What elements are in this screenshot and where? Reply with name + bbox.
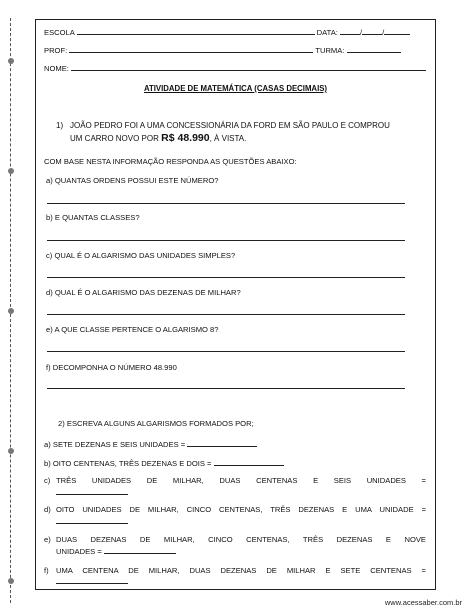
answer-line-q1b[interactable] (47, 240, 405, 241)
q2e-text: DUAS DEZENAS DE MILHAR, CINCO CENTENAS, TRÊS DEZENAS E NOVE (56, 535, 426, 544)
q2a-text: SETE DEZENAS E SEIS UNIDADES = (52, 440, 186, 449)
q2b (44, 458, 284, 468)
teacher-label: PROF: (44, 46, 68, 55)
binder-hole (8, 58, 14, 64)
answer-line-q1a[interactable] (47, 203, 405, 204)
teacher-field[interactable] (69, 45, 313, 53)
q1c-letter: c) (46, 251, 53, 260)
q1c (46, 251, 235, 260)
q1b-text: E QUANTAS CLASSES? (54, 213, 140, 222)
q1-text-line1: JOÃO PEDRO FOI A UMA CONCESSIONÁRIA DA FORD EM SÃO PAULO E COMPROU (70, 121, 390, 130)
date-label: DATA: (316, 28, 338, 37)
class-label: TURMA: (315, 46, 345, 55)
q1-text-line2 (70, 134, 246, 143)
q2b-letter: b) (44, 459, 51, 468)
q1f-letter: f) (46, 363, 51, 372)
q1d (46, 288, 241, 297)
binder-hole (8, 578, 14, 584)
q1-text-prefix: UM CARRO NOVO POR (70, 134, 159, 143)
q1-intro: COM BASE NESTA INFORMAÇÃO RESPONDA AS QUESTÕES ABAIXO: (44, 157, 297, 166)
q1a-text: QUANTAS ORDENS POSSUI ESTE NÚMERO? (54, 176, 219, 185)
teacher-row (44, 45, 401, 55)
name-row (44, 63, 426, 73)
q2c-text: TRÊS UNIDADES DE MILHAR, DUAS CENTENAS E SEIS UNIDADES = (56, 476, 426, 485)
q2d-text: OITO UNIDADES DE MILHAR, CINCO CENTENAS, TRÊS DEZENAS E UMA UNIDADE = (56, 505, 426, 514)
q1d-text: QUAL É O ALGARISMO DAS DEZENAS DE MILHAR? (54, 288, 241, 297)
name-field[interactable] (71, 63, 426, 71)
q2-intro (58, 419, 254, 428)
q1b (46, 213, 140, 222)
answer-blank-q2b[interactable] (214, 458, 284, 466)
q1c-text: QUAL É O ALGARISMO DAS UNIDADES SIMPLES? (54, 251, 236, 260)
answer-blank-q2a[interactable] (187, 439, 257, 447)
q2-intro-text: ESCREVA ALGUNS ALGARISMOS FORMADOS POR; (66, 419, 254, 428)
answer-line-q1f[interactable] (47, 388, 405, 389)
q2f-text: UMA CENTENA DE MILHAR, DUAS DEZENAS DE MILHAR E SETE CENTENAS = (56, 566, 426, 575)
q2-number: 2) (58, 419, 65, 428)
q2e-continuation (56, 546, 176, 556)
school-field[interactable] (77, 27, 315, 35)
date-month-field[interactable] (362, 27, 385, 37)
q2a-letter: a) (44, 440, 51, 449)
answer-line-q1d[interactable] (47, 314, 405, 315)
q2d-letter: d) (44, 505, 51, 514)
date-separator: / (382, 28, 385, 37)
q2e-letter: e) (44, 535, 51, 544)
q2a (44, 439, 257, 449)
q2b-text: OITO CENTENAS, TRÊS DEZENAS E DOIS = (52, 459, 212, 468)
worksheet (35, 19, 436, 590)
q1f-text: DECOMPONHA O NÚMERO 48.990 (52, 363, 177, 372)
car-price: R$ 48.990 (161, 132, 210, 144)
date-separator: / (360, 28, 363, 37)
page-title: ATIVIDADE DE MATEMÁTICA (CASAS DECIMAIS) (143, 84, 328, 93)
q2e-text-cont: UNIDADES = (56, 547, 102, 556)
q2f-letter: f) (44, 566, 49, 575)
date-year-field[interactable] (384, 27, 410, 35)
answer-blank-q2c[interactable] (56, 494, 128, 495)
q1e (46, 325, 219, 334)
q1f (46, 363, 177, 372)
answer-blank-q2d[interactable] (56, 523, 128, 524)
q1d-letter: d) (46, 288, 53, 297)
q1-text-suffix: , À VISTA. (209, 134, 247, 143)
name-label: NOME: (44, 64, 69, 73)
binder-rail (10, 18, 21, 603)
answer-blank-q2f[interactable] (56, 583, 128, 584)
q1e-letter: e) (46, 325, 53, 334)
answer-line-q1e[interactable] (47, 351, 405, 352)
binder-hole (8, 308, 14, 314)
footer-url: www.acessaber.com.br (384, 598, 462, 607)
q2c-letter: c) (44, 476, 51, 485)
answer-blank-q2e[interactable] (104, 546, 176, 554)
q1e-text: A QUE CLASSE PERTENCE O ALGARISMO 8? (54, 325, 219, 334)
answer-line-q1c[interactable] (47, 277, 405, 278)
q1b-letter: b) (46, 213, 53, 222)
school-label: ESCOLA (44, 28, 75, 37)
binder-hole (8, 168, 14, 174)
q1-number: 1) (56, 121, 64, 130)
date-day-field[interactable] (340, 27, 363, 37)
binder-hole (8, 448, 14, 454)
class-field[interactable] (347, 45, 401, 53)
school-row (44, 27, 410, 37)
q1a-letter: a) (46, 176, 53, 185)
q1a (46, 176, 218, 185)
